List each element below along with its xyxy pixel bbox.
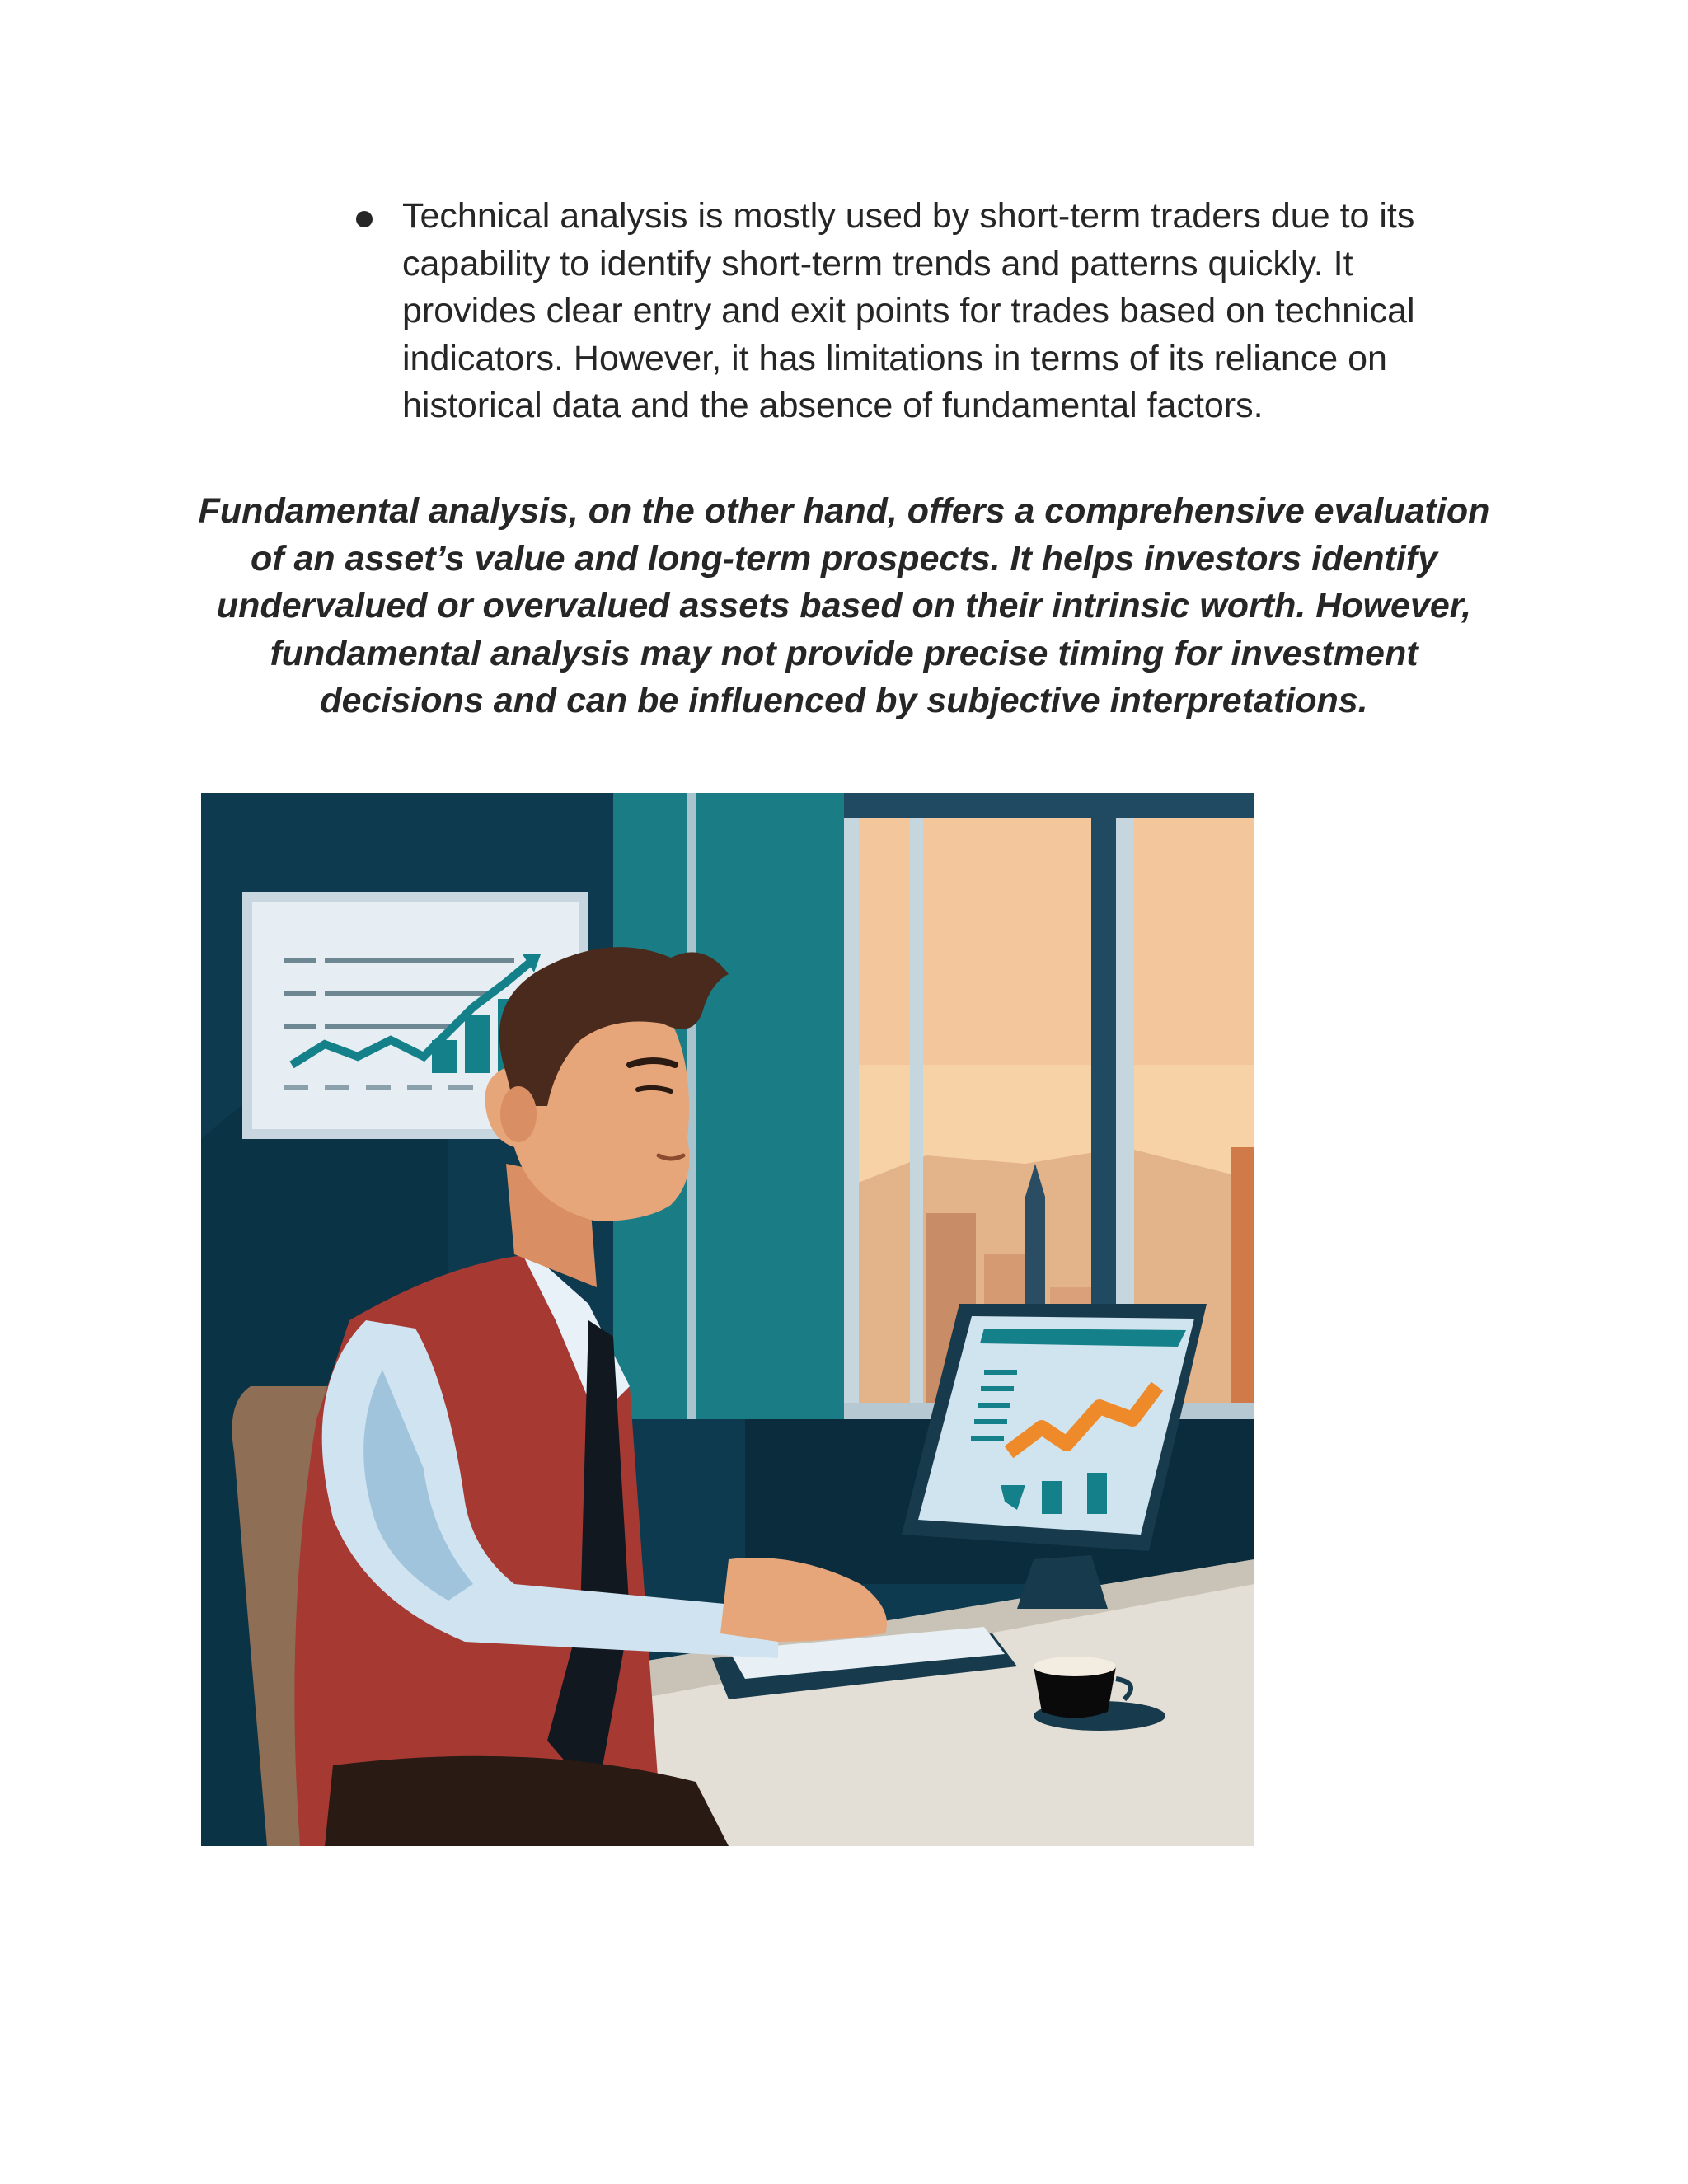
bullet-dot-icon [356,211,373,227]
bullet-text: Technical analysis is mostly used by short-term traders due to its capability to identify short-term trends and patterns quickly. It provides clear entry and exit points for trades based on technical indicators. However, it has limitations in terms of its reliance on historical data and the absence of fundamental factors. [402,196,1415,425]
trader-at-computer-illustration [201,793,1254,1846]
fundamental-analysis-callout: Fundamental analysis, on the other hand, offers a comprehensive evaluation of an asset’s value and long-term prospects. It helps investors identify undervalued or overvalued assets based on their intrinsic worth. However, fundamental analysis may not provide precise timing for investment decisions and can be influenced by subjective interpretations. [198,491,1490,720]
illustration-svg [201,793,1254,1846]
bullet-item [354,193,1475,430]
bullet-list [354,193,1475,430]
